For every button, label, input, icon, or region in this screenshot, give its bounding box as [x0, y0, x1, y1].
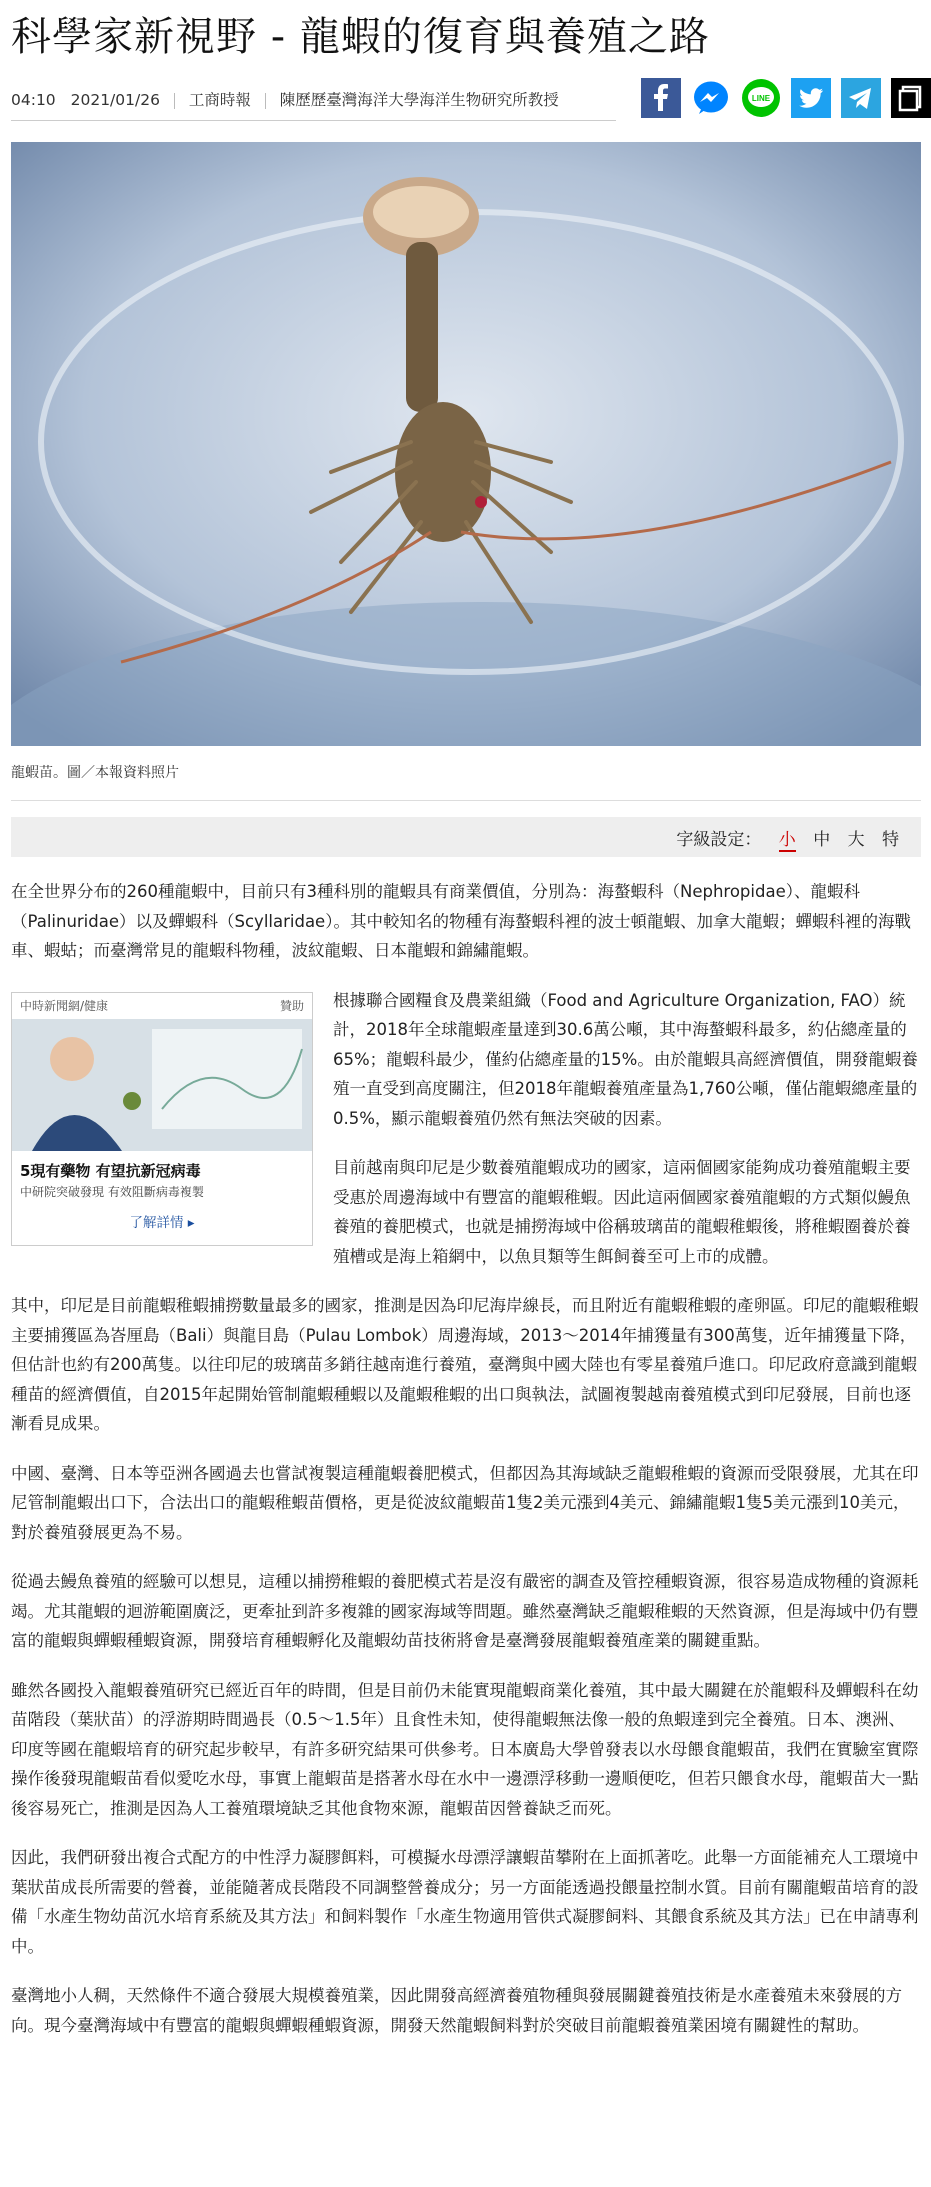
messenger-icon[interactable] — [691, 78, 731, 118]
facebook-icon[interactable] — [641, 78, 681, 118]
paragraph: 中國、臺灣、日本等亞洲各國過去也嘗試複製這種龍蝦養肥模式，但都因為其海域缺乏龍蝦稚蝦的資源而受限發展，尤其在印尼管制龍蝦出口下，合法出口的龍蝦稚蝦苗價格，更是從波紋龍蝦苗1隻2美元漲到4美元、錦繡龍蝦1隻5美元漲到10美元，對於養殖發展更為不易。 — [11, 1463, 919, 1542]
meta-divider — [265, 93, 266, 109]
paragraph: 根據聯合國糧食及農業組織（Food and Agriculture Organization, FAO）統計，2018年全球龍蝦產量達到30.6萬公噸，其中海螯蝦科最多，約佔總產量的65%；龍蝦科最少，僅約佔總產量的15%。由於龍蝦具高經濟價值，開發龍蝦養殖一直受到高度關注，但2018年龍蝦養殖產量為1,760公噸，僅佔龍蝦總產量的0.5%，顯示龍蝦養殖仍然有無法突破的因素。 — [333, 990, 918, 1128]
copy-link-icon[interactable] — [891, 78, 931, 118]
ad-header — [12, 993, 312, 1019]
telegram-icon[interactable] — [841, 78, 881, 118]
paragraph: 在全世界分布的260種龍蝦中，目前只有3種科別的龍蝦具有商業價值，分別為：海螯蝦科（Nephropidae）、龍蝦科（Palinuridae）以及蟬蝦科（Scyllaridae）。其中較知名的物種有海螯蝦科裡的波士頓龍蝦、加拿大龍蝦；蟬蝦科裡的海戰車、蝦蛄；而臺灣常見的龍蝦科物種，波紋龍蝦、日本龍蝦和錦繡龍蝦。 — [11, 882, 911, 960]
paragraph: 雖然各國投入龍蝦養殖研究已經近百年的時間，但是目前仍未能實現龍蝦商業化養殖，其中最大關鍵在於龍蝦科及蟬蝦科在幼苗階段（葉狀苗）的浮游期時間過長（0.5～1.5年）且食性未知，使得龍蝦無法像一般的魚蝦達到完全養殖。日本、澳洲、印度等國在龍蝦培育的研究起步較早，有許多研究結果可供參考。日本廣島大學曾發表以水母餵食龍蝦苗，我們在實驗室實際操作後發現龍蝦苗看似愛吃水母，事實上龍蝦苗是搭著水母在水中一邊漂浮移動一邊順便吃，但若只餵食水母，龍蝦苗大一點後容易死亡，推測是因為人工養殖環境缺乏其他食物來源，龍蝦苗因營養缺乏而死。 — [11, 1680, 919, 1818]
ad-subtitle: 中研院突破發現 有效阻斷病毒複製 — [20, 1184, 204, 1199]
paragraph: 臺灣地小人稠，天然條件不適合發展大規模養殖業，因此開發高經濟養殖物種與發展關鍵養殖技術是水產養殖未來發展的方向。現今臺灣海域中有豐富的龍蝦與蟬蝦種蝦資源，開發天然龍蝦飼料對於突破目前龍蝦養殖業困境有關鍵性的幫助。 — [11, 1986, 902, 2035]
article-title: 科學家新視野 - 龍蝦的復育與養殖之路 — [11, 14, 710, 60]
ad-learn-more-link[interactable]: 了解詳情 ▸ — [129, 1214, 195, 1231]
divider — [11, 800, 921, 801]
ad-source: 中時新聞網/健康 — [20, 998, 109, 1013]
sponsored-card[interactable] — [11, 992, 313, 1246]
ad-sponsor-label: 贊助 — [279, 998, 304, 1013]
ad-title[interactable]: 5現有藥物 有望抗新冠病毒 — [20, 1161, 201, 1180]
font-size-small[interactable]: 小 — [778, 830, 796, 850]
paragraph: 目前越南與印尼是少數養殖龍蝦成功的國家，這兩個國家能夠成功養殖龍蝦主要受惠於周邊海域中有豐富的龍蝦稚蝦。因此這兩個國家養殖龍蝦的方式類似鰻魚養殖的養肥模式，也就是捕撈海域中俗稱玻璃苗的龍蝦稚蝦後，將稚蝦圈養於養殖槽或是海上箱網中，以魚貝類等生餌飼養至可上市的成體。 — [333, 1158, 911, 1266]
author: 陳歷歷臺灣海洋大學海洋生物研究所教授 — [279, 91, 559, 109]
font-size-large[interactable]: 大 — [847, 830, 865, 850]
article-meta — [11, 88, 559, 110]
hero-image — [11, 142, 921, 746]
news-source[interactable]: 工商時報 — [188, 91, 251, 109]
font-size-bar — [11, 817, 921, 857]
ad-image[interactable] — [12, 1019, 312, 1151]
paragraph: 其中，印尼是目前龍蝦稚蝦捕撈數量最多的國家，推測是因為印尼海岸線長，而且附近有龍蝦稚蝦的產卵區。印尼的龍蝦稚蝦主要捕獲區為峇厘島（Bali）與龍目島（Pulau Lombok）周邊海域，2013～2014年捕獲量有300萬隻，近年捕獲量下降，但估計也約有200萬隻。以往印尼的玻璃苗多銷往越南進行養殖，臺灣與中國大陸也有零星養殖戶進口。印尼政府意識到龍蝦種苗的經濟價值，自2015年起開始管制龍蝦種蝦以及龍蝦稚蝦的出口與執法，試圖複製越南養殖模式到印尼發展，目前也逐漸看見成果。 — [11, 1296, 919, 1433]
article-body — [11, 877, 921, 2040]
meta-row — [11, 78, 931, 122]
image-caption: 龍蝦苗。圖／本報資料照片 — [11, 765, 179, 781]
meta-divider — [174, 93, 175, 109]
font-size-medium[interactable]: 中 — [813, 830, 831, 850]
svg-text:LINE: LINE — [751, 94, 771, 103]
publish-time: 04:10 — [11, 91, 56, 109]
font-size-label: 字級設定： — [676, 830, 762, 850]
meta-underline — [11, 120, 616, 121]
line-icon[interactable] — [741, 78, 781, 118]
paragraph: 因此，我們研發出複合式配方的中性浮力凝膠餌料，可模擬水母漂浮讓蝦苗攀附在上面抓著吃。此舉一方面能補充人工環境中葉狀苗成長所需要的營養，並能隨著成長階段不同調整營養成分；另一方面能透過投餵量控制水質。目前有關龍蝦苗培育的設備「水產生物幼苗沉水培育系統及其方法」和飼料製作「水產生物適用管供式凝膠飼料、其餵食系統及其方法」已在申請專利中。 — [11, 1848, 919, 1956]
twitter-icon[interactable] — [791, 78, 831, 118]
paragraph: 從過去鰻魚養殖的經驗可以想見，這種以捕撈稚蝦的養肥模式若是沒有嚴密的調查及管控種蝦資源，很容易造成物種的資源耗竭。尤其龍蝦的迴游範圍廣泛，更牽扯到許多複雜的國家海域等問題。雖然臺灣缺乏龍蝦稚蝦的天然資源，但是海域中仍有豐富的龍蝦與蟬蝦種蝦資源，開發培育種蝦孵化及龍蝦幼苗技術將會是臺灣發展龍蝦養殖產業的關鍵重點。 — [11, 1572, 919, 1650]
share-bar — [641, 78, 931, 118]
font-size-xlarge[interactable]: 特 — [882, 830, 899, 850]
publish-date: 2021/01/26 — [70, 91, 160, 109]
article-page — [11, 0, 931, 2040]
